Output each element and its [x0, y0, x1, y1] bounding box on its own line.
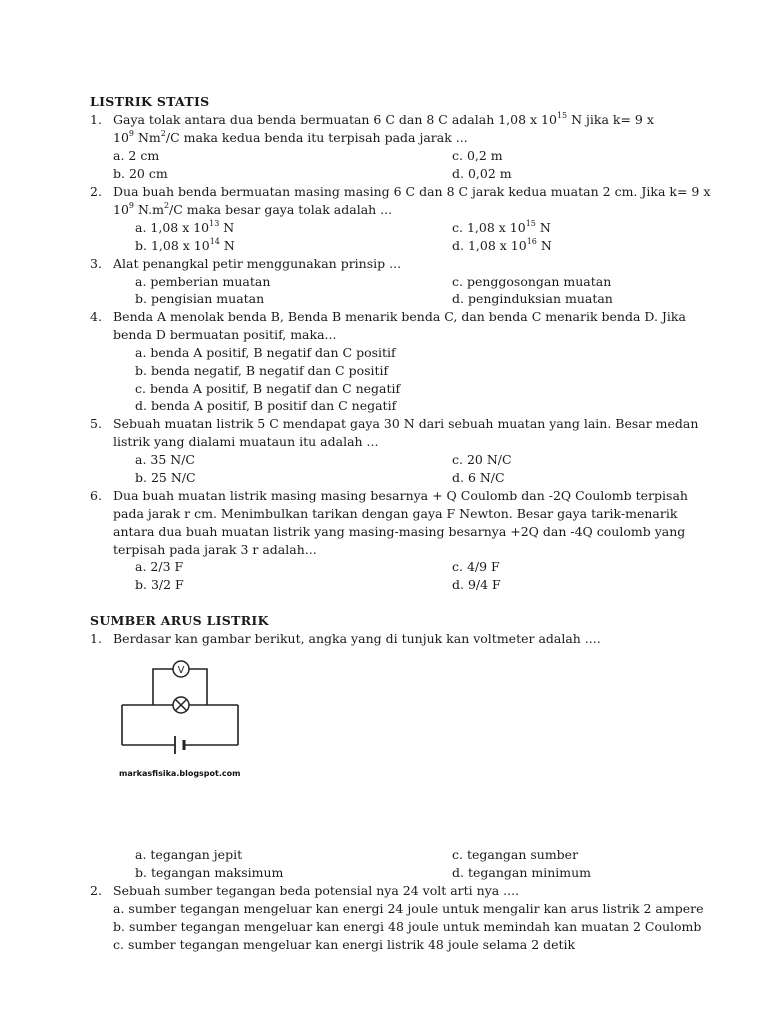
option-d: d. 0,02 m: [452, 166, 512, 181]
question-number: 5.: [90, 416, 102, 431]
option-a: a. benda A positif, B negatif dan C positif: [135, 345, 396, 360]
option-c: c. tegangan sumber: [452, 847, 579, 862]
option-a: a. tegangan jepit: [135, 847, 243, 862]
option-a: a. 2/3 F: [135, 559, 184, 574]
question-number: 1.: [90, 112, 102, 127]
section-heading-listrik-statis: LISTRIK STATIS: [90, 94, 210, 109]
option-b: b. benda negatif, B negatif dan C positif: [135, 363, 389, 378]
section-heading-sumber-arus-listrik: SUMBER ARUS LISTRIK: [90, 613, 269, 628]
option-b: b. sumber tegangan mengeluar kan energi 48 joule untuk memindah kan muatan 2 Coulomb: [113, 919, 702, 934]
voltmeter-wire-left: [153, 669, 173, 705]
source-watermark: markasfisika.blogspot.com: [119, 769, 241, 778]
option-c: c. 20 N/C: [452, 452, 512, 467]
question-text-line-1: Berdasar kan gambar berikut, angka yang di tunjuk kan voltmeter adalah ....: [113, 631, 601, 646]
option-c: c. 1,08 x $10^{15}$ N: [452, 218, 551, 235]
question-text-line-1: Gaya tolak antara dua benda bermuatan 6 C dan 8 C adalah 1,08 x $10^{15}$ N jika k= 9 x: [113, 110, 654, 127]
option-a: a. pemberian muatan: [135, 274, 271, 289]
circuit-diagram: [115, 655, 265, 780]
question-text-line-1: Dua buah benda bermuatan masing masing 6 C dan 8 C jarak kedua muatan 2 cm. Jika k= 9 x: [113, 184, 711, 199]
question-number: 1.: [90, 631, 102, 646]
option-a: a. 35 N/C: [135, 452, 195, 467]
option-d: d. tegangan minimum: [452, 865, 592, 880]
option-d: d. penginduksian muatan: [452, 291, 613, 306]
lamp-icon: [173, 697, 189, 713]
question-text-line-1: Benda A menolak benda B, Benda B menarik benda C, dan benda C menarik benda D. Jika: [113, 309, 686, 324]
question-text-line-3: antara dua buah muatan listrik yang masing-masing besarnya +2Q dan -4Q coulomb yang: [113, 524, 686, 539]
question-text-line-2: $10^9$ $N.m^2/C$ maka besar gaya tolak adalah ...: [113, 200, 393, 217]
option-c: c. penggosongan muatan: [452, 274, 612, 289]
battery-icon: [175, 736, 184, 754]
option-a: a. sumber tegangan mengeluar kan energi 24 joule untuk mengalir kan arus listrik 2 ampere: [113, 901, 704, 916]
question-text-line-4: terpisah pada jarak 3 r adalah...: [113, 542, 317, 557]
question-number: 3.: [90, 256, 102, 271]
question-number: 2.: [90, 883, 102, 898]
question-text-line-2: listrik yang dialami muataun itu adalah ...: [113, 434, 379, 449]
option-a: a. 1,08 x $10^{13}$ N: [135, 218, 235, 235]
question-number: 6.: [90, 488, 102, 503]
option-c: c. benda A positif, B negatif dan C negatif: [135, 381, 401, 396]
question-number: 4.: [90, 309, 102, 324]
question-text-line-2: $10^9$ Nm$^2$/C maka kedua benda itu terpisah pada jarak ...: [113, 128, 468, 145]
question-text-line-1: Sebuah sumber tegangan beda potensial nya 24 volt arti nya ....: [113, 883, 520, 898]
question-text-line-1: Dua buah muatan listrik masing masing besarnya + Q Coulomb dan -2Q Coulomb terpisah: [113, 488, 688, 503]
voltmeter-icon: [173, 661, 189, 677]
option-a: a. 2 cm: [113, 148, 160, 163]
option-b: b. pengisian muatan: [135, 291, 265, 306]
question-text-line-1: Alat penangkal petir menggunakan prinsip ...: [113, 256, 402, 271]
option-b: b. 25 N/C: [135, 470, 196, 485]
option-b: b. 20 cm: [113, 166, 168, 181]
question-text-line-2: benda D bermuatan positif, maka...: [113, 327, 337, 342]
option-b: b. 3/2 F: [135, 577, 184, 592]
question-number: 2.: [90, 184, 102, 199]
option-c: c. sumber tegangan mengeluar kan energi listrik 48 joule selama 2 detik: [113, 937, 576, 952]
option-d: d. 6 N/C: [452, 470, 505, 485]
voltmeter-wire-right: [189, 669, 207, 705]
option-c: c. 0,2 m: [452, 148, 503, 163]
option-d: d. 9/4 F: [452, 577, 501, 592]
option-d: d. 1,08 x $10^{16}$ N: [452, 236, 552, 253]
option-b: b. tegangan maksimum: [135, 865, 284, 880]
voltmeter-label: V: [177, 665, 185, 676]
question-text-line-2: pada jarak r cm. Menimbulkan tarikan dengan gaya F Newton. Besar gaya tarik-menarik: [113, 506, 678, 521]
option-c: c. 4/9 F: [452, 559, 500, 574]
question-text-line-1: Sebuah muatan listrik 5 C mendapat gaya 30 N dari sebuah muatan yang lain. Besar medan: [113, 416, 699, 431]
option-d: d. benda A positif, B positif dan C negatif: [135, 398, 397, 413]
option-b: b. 1,08 x $10^{14}$ N: [135, 236, 235, 253]
